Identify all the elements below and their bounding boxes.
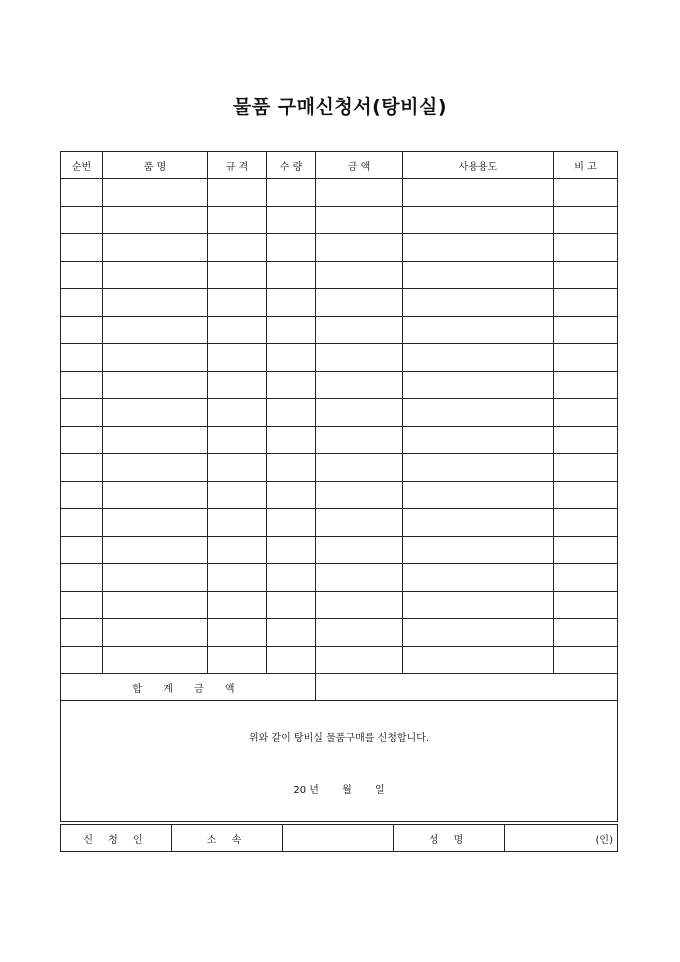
table-cell[interactable] <box>103 316 208 344</box>
table-cell[interactable] <box>267 371 316 399</box>
table-row <box>61 179 618 207</box>
table-cell[interactable] <box>267 179 316 207</box>
table-cell[interactable] <box>403 344 554 372</box>
col-header-usage: 사용용도 <box>403 152 554 179</box>
table-cell[interactable] <box>316 509 403 537</box>
table-cell[interactable] <box>208 179 267 207</box>
table-row <box>61 371 618 399</box>
table-cell[interactable] <box>61 399 103 427</box>
table-row <box>61 564 618 592</box>
table-cell[interactable] <box>267 399 316 427</box>
table-cell[interactable] <box>316 344 403 372</box>
table-cell[interactable] <box>267 509 316 537</box>
table-cell[interactable] <box>316 481 403 509</box>
table-cell[interactable] <box>403 619 554 647</box>
table-cell[interactable] <box>208 619 267 647</box>
total-amount-label: 합 계 금 액 <box>61 674 316 701</box>
table-cell[interactable] <box>554 289 618 317</box>
table-row <box>61 206 618 234</box>
table-cell[interactable] <box>61 371 103 399</box>
table-row <box>61 399 618 427</box>
table-cell[interactable] <box>61 509 103 537</box>
table-cell[interactable] <box>554 454 618 482</box>
table-cell[interactable] <box>554 234 618 262</box>
table-cell[interactable] <box>403 206 554 234</box>
total-amount-value[interactable] <box>316 674 618 701</box>
table-cell[interactable] <box>554 261 618 289</box>
table-cell[interactable] <box>103 234 208 262</box>
statement-text: 위와 같이 탕비실 물품구매를 신청합니다. <box>248 733 430 744</box>
table-cell[interactable] <box>316 564 403 592</box>
table-cell[interactable] <box>61 179 103 207</box>
table-cell[interactable] <box>403 481 554 509</box>
table-cell[interactable] <box>554 481 618 509</box>
table-cell[interactable] <box>103 481 208 509</box>
table-cell[interactable] <box>316 426 403 454</box>
table-cell[interactable] <box>403 646 554 674</box>
table-cell[interactable] <box>103 289 208 317</box>
table-row <box>61 646 618 674</box>
col-header-item-name: 품 명 <box>103 152 208 179</box>
table-cell[interactable] <box>554 371 618 399</box>
table-cell[interactable] <box>103 536 208 564</box>
table-cell[interactable] <box>316 591 403 619</box>
table-cell[interactable] <box>208 536 267 564</box>
table-cell[interactable] <box>267 564 316 592</box>
date-year[interactable]: 20 년 <box>293 785 319 796</box>
table-cell[interactable] <box>61 619 103 647</box>
table-cell[interactable] <box>554 426 618 454</box>
table-row <box>61 536 618 564</box>
table-cell[interactable] <box>61 316 103 344</box>
table-cell[interactable] <box>103 646 208 674</box>
table-cell[interactable] <box>61 454 103 482</box>
table-cell[interactable] <box>208 509 267 537</box>
table-cell[interactable] <box>403 234 554 262</box>
table-cell[interactable] <box>316 399 403 427</box>
table-cell[interactable] <box>554 509 618 537</box>
table-cell[interactable] <box>316 371 403 399</box>
table-cell[interactable] <box>267 646 316 674</box>
table-cell[interactable] <box>208 234 267 262</box>
table-row <box>61 234 618 262</box>
table-cell[interactable] <box>267 454 316 482</box>
table-cell[interactable] <box>208 646 267 674</box>
table-cell[interactable] <box>103 509 208 537</box>
table-cell[interactable] <box>61 206 103 234</box>
table-row <box>61 344 618 372</box>
table-row <box>61 619 618 647</box>
table-row <box>61 261 618 289</box>
table-cell[interactable] <box>208 481 267 509</box>
signature-table <box>60 824 618 852</box>
table-cell[interactable] <box>208 316 267 344</box>
name-label: 성 명 <box>394 825 505 852</box>
table-cell[interactable] <box>103 619 208 647</box>
table-cell[interactable] <box>554 619 618 647</box>
table-cell[interactable] <box>316 206 403 234</box>
table-cell[interactable] <box>61 481 103 509</box>
table-cell[interactable] <box>267 316 316 344</box>
table-cell[interactable] <box>316 289 403 317</box>
table-row <box>61 481 618 509</box>
table-cell[interactable] <box>208 261 267 289</box>
table-cell[interactable] <box>103 564 208 592</box>
table-cell[interactable] <box>267 426 316 454</box>
table-cell[interactable] <box>554 179 618 207</box>
statement-cell <box>61 701 618 822</box>
affiliation-label: 소 속 <box>172 825 283 852</box>
table-cell[interactable] <box>403 261 554 289</box>
table-cell[interactable] <box>316 619 403 647</box>
table-row <box>61 316 618 344</box>
table-cell[interactable] <box>267 619 316 647</box>
applicant-label: 신 청 인 <box>61 825 172 852</box>
table-cell[interactable] <box>103 206 208 234</box>
table-cell[interactable] <box>208 454 267 482</box>
table-cell[interactable] <box>61 646 103 674</box>
table-cell[interactable] <box>554 591 618 619</box>
table-row <box>61 454 618 482</box>
table-cell[interactable] <box>208 344 267 372</box>
signature-row <box>61 825 618 852</box>
col-header-amount: 금 액 <box>316 152 403 179</box>
table-cell[interactable] <box>403 371 554 399</box>
table-cell[interactable] <box>316 316 403 344</box>
table-cell[interactable] <box>403 399 554 427</box>
purchase-table <box>60 151 618 822</box>
total-row <box>61 674 618 701</box>
table-cell[interactable] <box>61 261 103 289</box>
table-row <box>61 289 618 317</box>
table-cell[interactable] <box>61 564 103 592</box>
table-cell[interactable] <box>554 536 618 564</box>
table-cell[interactable] <box>403 316 554 344</box>
date-month[interactable]: 월 <box>342 785 352 796</box>
table-cell[interactable] <box>267 344 316 372</box>
table-cell[interactable] <box>208 426 267 454</box>
table-cell[interactable] <box>208 564 267 592</box>
statement-row <box>61 701 618 822</box>
table-cell[interactable] <box>554 646 618 674</box>
affiliation-field[interactable] <box>283 825 394 852</box>
table-cell[interactable] <box>316 454 403 482</box>
table-cell[interactable] <box>103 371 208 399</box>
table-cell[interactable] <box>267 234 316 262</box>
table-row <box>61 509 618 537</box>
table-cell[interactable] <box>554 564 618 592</box>
table-cell[interactable] <box>403 536 554 564</box>
date-line <box>61 781 617 796</box>
table-cell[interactable] <box>267 289 316 317</box>
table-cell[interactable] <box>403 289 554 317</box>
table-cell[interactable] <box>267 206 316 234</box>
table-cell[interactable] <box>403 509 554 537</box>
table-cell[interactable] <box>403 591 554 619</box>
table-cell[interactable] <box>208 371 267 399</box>
table-cell[interactable] <box>61 234 103 262</box>
table-cell[interactable] <box>316 179 403 207</box>
table-cell[interactable] <box>103 591 208 619</box>
table-cell[interactable] <box>61 426 103 454</box>
table-cell[interactable] <box>208 206 267 234</box>
table-cell[interactable] <box>103 261 208 289</box>
table-cell[interactable] <box>554 344 618 372</box>
col-header-seq: 순번 <box>61 152 103 179</box>
col-header-quantity: 수 량 <box>267 152 316 179</box>
table-cell[interactable] <box>61 591 103 619</box>
table-cell[interactable] <box>554 206 618 234</box>
name-seal-field[interactable]: (인) <box>505 825 618 852</box>
table-cell[interactable] <box>267 591 316 619</box>
table-cell[interactable] <box>403 454 554 482</box>
table-cell[interactable] <box>267 481 316 509</box>
table-cell[interactable] <box>316 234 403 262</box>
table-cell[interactable] <box>403 564 554 592</box>
table-cell[interactable] <box>403 179 554 207</box>
col-header-spec: 규 격 <box>208 152 267 179</box>
table-cell[interactable] <box>316 261 403 289</box>
table-cell[interactable] <box>61 289 103 317</box>
table-row <box>61 591 618 619</box>
table-cell[interactable] <box>208 399 267 427</box>
table-cell[interactable] <box>103 426 208 454</box>
table-cell[interactable] <box>316 536 403 564</box>
date-day[interactable]: 일 <box>374 785 385 796</box>
table-cell[interactable] <box>267 536 316 564</box>
table-cell[interactable] <box>103 399 208 427</box>
table-cell[interactable] <box>554 399 618 427</box>
header-row <box>61 152 618 179</box>
table-cell[interactable] <box>403 426 554 454</box>
table-cell[interactable] <box>316 646 403 674</box>
document-title: 물품 구매신청서(탕비실) <box>232 96 448 118</box>
table-cell[interactable] <box>103 344 208 372</box>
table-cell[interactable] <box>61 344 103 372</box>
table-cell[interactable] <box>267 261 316 289</box>
table-cell[interactable] <box>208 289 267 317</box>
table-cell[interactable] <box>61 536 103 564</box>
table-cell[interactable] <box>554 316 618 344</box>
table-row <box>61 426 618 454</box>
table-cell[interactable] <box>208 591 267 619</box>
table-cell[interactable] <box>103 454 208 482</box>
table-cell[interactable] <box>103 179 208 207</box>
col-header-remarks: 비 고 <box>554 152 618 179</box>
